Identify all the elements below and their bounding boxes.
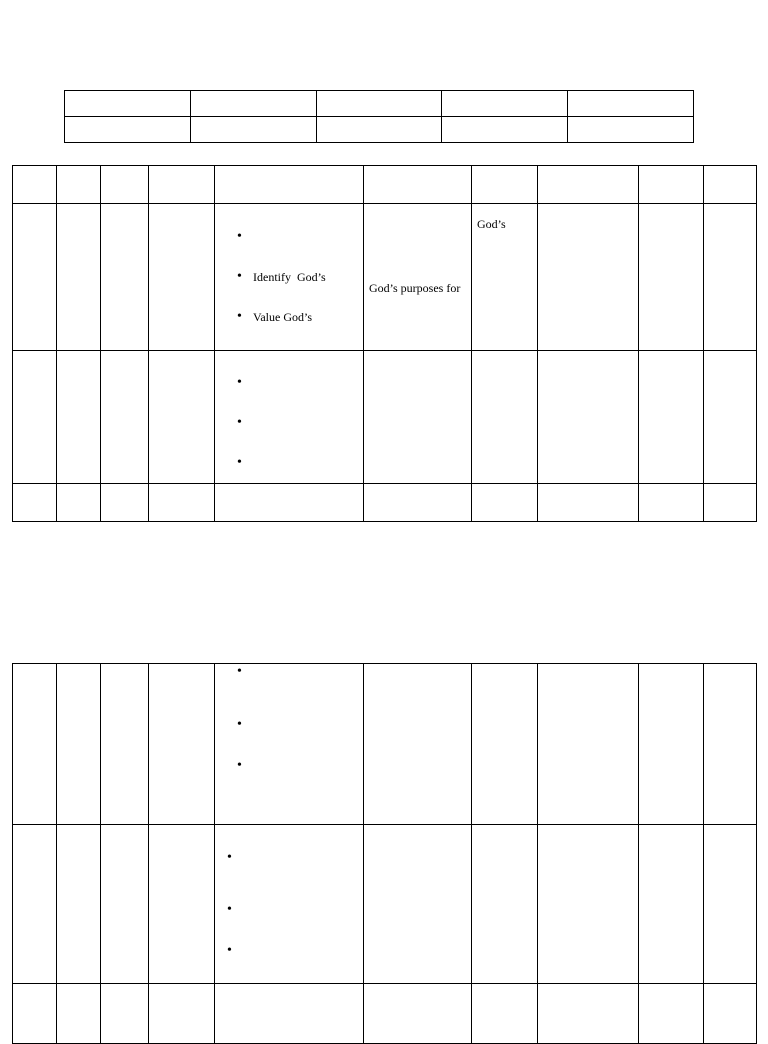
table-cell bbox=[538, 664, 639, 825]
table-cell bbox=[704, 664, 757, 825]
bullet-icon: • bbox=[237, 415, 242, 430]
table-cell bbox=[101, 984, 149, 1044]
table-cell bbox=[101, 166, 149, 204]
objectives-cell bbox=[215, 351, 364, 484]
table-cell bbox=[538, 825, 639, 984]
table-cell bbox=[101, 351, 149, 484]
header-cell bbox=[568, 117, 694, 143]
table-cell bbox=[13, 825, 57, 984]
table-row bbox=[13, 351, 757, 484]
bullet-icon: • bbox=[237, 229, 242, 244]
table-cell bbox=[704, 166, 757, 204]
header-cell bbox=[568, 91, 694, 117]
table-row bbox=[13, 204, 757, 351]
table-cell bbox=[639, 204, 704, 351]
methods-text: God’s bbox=[477, 217, 506, 231]
table-cell bbox=[639, 825, 704, 984]
objectives-cell bbox=[215, 664, 364, 825]
header-cell bbox=[191, 117, 317, 143]
table-cell bbox=[57, 984, 101, 1044]
header-table bbox=[64, 90, 694, 143]
table-row bbox=[13, 484, 757, 522]
table-cell bbox=[101, 664, 149, 825]
table-row bbox=[13, 984, 757, 1044]
table-cell bbox=[639, 351, 704, 484]
table-cell bbox=[364, 825, 472, 984]
bullet-icon: • bbox=[237, 309, 242, 324]
table-cell bbox=[639, 484, 704, 522]
table-cell bbox=[704, 484, 757, 522]
table-cell bbox=[364, 166, 472, 204]
table-cell bbox=[101, 204, 149, 351]
table-cell bbox=[364, 351, 472, 484]
bullet-icon: • bbox=[237, 375, 242, 390]
table-cell bbox=[13, 984, 57, 1044]
header-cell bbox=[317, 117, 442, 143]
table-cell bbox=[215, 484, 364, 522]
table-cell bbox=[57, 664, 101, 825]
table-cell bbox=[639, 166, 704, 204]
table-cell bbox=[364, 664, 472, 825]
content-cell bbox=[364, 204, 472, 351]
table-cell bbox=[704, 351, 757, 484]
objective-text: Value God’s bbox=[253, 310, 312, 324]
table-cell bbox=[57, 351, 101, 484]
table-cell bbox=[472, 664, 538, 825]
table-cell bbox=[149, 351, 215, 484]
header-cell bbox=[191, 91, 317, 117]
table-cell bbox=[704, 204, 757, 351]
objectives-cell bbox=[215, 204, 364, 351]
bullet-icon: • bbox=[227, 943, 232, 958]
table-cell bbox=[538, 204, 639, 351]
header-cell bbox=[442, 91, 568, 117]
bullet-icon: • bbox=[237, 455, 242, 470]
table-cell bbox=[704, 825, 757, 984]
table-cell bbox=[364, 984, 472, 1044]
header-cell bbox=[65, 91, 191, 117]
bullet-icon: • bbox=[237, 269, 242, 284]
table-cell bbox=[57, 484, 101, 522]
content-text: God’s purposes for bbox=[369, 281, 461, 295]
bullet-icon: • bbox=[237, 664, 242, 679]
table-cell bbox=[364, 484, 472, 522]
objectives-cell bbox=[215, 825, 364, 984]
table-cell bbox=[472, 166, 538, 204]
table-cell bbox=[472, 351, 538, 484]
bullet-icon: • bbox=[237, 758, 242, 773]
header-row bbox=[65, 91, 694, 117]
table-cell bbox=[149, 204, 215, 351]
table-cell bbox=[13, 664, 57, 825]
table-cell bbox=[639, 664, 704, 825]
table-cell bbox=[639, 984, 704, 1044]
table-cell bbox=[57, 204, 101, 351]
header-cell bbox=[65, 117, 191, 143]
table-cell bbox=[149, 484, 215, 522]
table-row bbox=[13, 825, 757, 984]
table-cell bbox=[57, 825, 101, 984]
methods-cell bbox=[472, 204, 538, 351]
table-cell bbox=[101, 484, 149, 522]
table-cell bbox=[472, 984, 538, 1044]
table-cell bbox=[538, 166, 639, 204]
table-cell bbox=[101, 825, 149, 984]
table-cell bbox=[13, 204, 57, 351]
table-cell bbox=[13, 484, 57, 522]
table-cell bbox=[215, 984, 364, 1044]
header-cell bbox=[317, 91, 442, 117]
scheme-table bbox=[12, 663, 757, 1044]
table-header-row bbox=[13, 166, 757, 204]
table-cell bbox=[57, 166, 101, 204]
table-cell bbox=[538, 484, 639, 522]
bullet-icon: • bbox=[227, 902, 232, 917]
table-row bbox=[13, 664, 757, 825]
bullet-icon: • bbox=[227, 850, 232, 865]
table-cell bbox=[13, 351, 57, 484]
table-cell bbox=[538, 984, 639, 1044]
header-cell bbox=[442, 117, 568, 143]
table-cell bbox=[149, 984, 215, 1044]
table-cell bbox=[472, 825, 538, 984]
table-cell bbox=[149, 166, 215, 204]
table-cell bbox=[538, 351, 639, 484]
header-row bbox=[65, 117, 694, 143]
table-cell bbox=[472, 484, 538, 522]
scheme-table bbox=[12, 165, 757, 522]
table-cell bbox=[215, 166, 364, 204]
bullet-icon: • bbox=[237, 717, 242, 732]
table-cell bbox=[704, 984, 757, 1044]
table-cell bbox=[13, 166, 57, 204]
table-cell bbox=[149, 664, 215, 825]
table-cell bbox=[149, 825, 215, 984]
objective-text: Identify God’s bbox=[253, 270, 326, 284]
